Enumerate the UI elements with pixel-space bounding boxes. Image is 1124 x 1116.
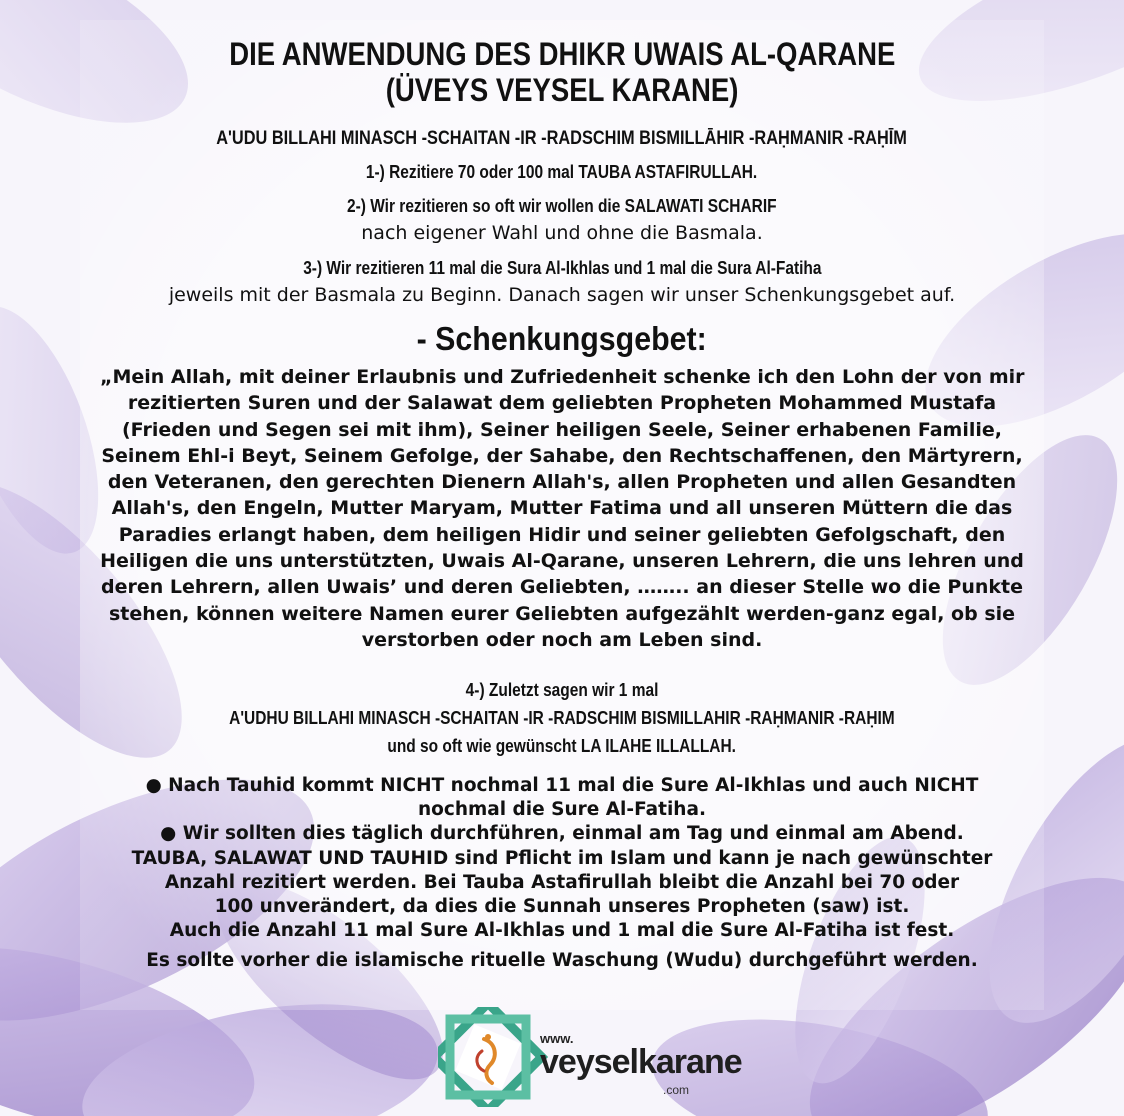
final-note: Es sollte vorher die islamische rituelle Waschung (Wudu) durchgeführt werden. xyxy=(146,950,978,972)
prayer-line: Paradies erlangt haben, dem heiligen Hidir und seiner geliebten Gefolgschaft, den xyxy=(118,523,1006,546)
note-line: 100 unverändert, da dies die Sunnah unseres Propheten (saw) ist. xyxy=(214,896,910,918)
note-line: nochmal die Sure Al-Fatiha. xyxy=(418,799,706,821)
note-line: Auch die Anzahl 11 mal Sure Al-Ikhlas und 1 mal die Sure Al-Fatiha ist fest. xyxy=(169,920,955,942)
step-2-detail: nach eigener Wahl und ohne die Basmala. xyxy=(361,222,763,244)
step-4: 4-) Zuletzt sagen wir 1 mal xyxy=(465,680,659,700)
title-line-2: (ÜVEYS VEYSEL KARANE) xyxy=(385,72,739,108)
step-3-detail: jeweils mit der Basmala zu Beginn. Danach sagen wir unser Schenkungsgebet auf. xyxy=(168,284,956,306)
prayer-line: den Veteranen, den gerechten Dienern Allah's, allen Propheten und allen Gesandten xyxy=(107,471,1017,494)
prayer-line: stehen, können weitere Namen eurer Geliebten aufgezählt werden-ganz egal, ob sie xyxy=(108,602,1016,625)
step-4-tauhid: und so oft wie gewünscht LA ILAHE ILLALLAH. xyxy=(387,736,737,756)
prayer-heading: - Schenkungsgebet: xyxy=(416,320,708,357)
step-4-invocation: A'UDHU BILLAHI MINASCH -SCHAITAN -IR -RADSCHIM BISMILLAHIR -RAḤMANIR -RAḤIM xyxy=(229,708,895,728)
title-line-1: DIE ANWENDUNG DES DHIKR UWAIS AL-QARANE xyxy=(228,36,896,72)
logo-www: www. xyxy=(540,1031,574,1046)
logo-tld: .com xyxy=(663,1083,690,1097)
prayer-line: „Mein Allah, mit deiner Erlaubnis und Zufriedenheit schenke ich den Lohn der von mir xyxy=(100,366,1025,388)
step-2: 2-) Wir rezitieren so oft wir wollen die SALAWATI SCHARIF xyxy=(347,196,777,216)
prayer-line: rezitierten Suren und der Salawat dem geliebten Propheten Mohammed Mustafa xyxy=(127,392,997,415)
note-line: ● Nach Tauhid kommt NICHT nochmal 11 mal die Sure Al-Ikhlas und auch NICHT xyxy=(145,775,979,796)
prayer-line: Heiligen die uns unterstützten, Uwais Al-Qarane, unseren Lehrern, die uns lehren und xyxy=(100,550,1024,573)
logo-wordmark xyxy=(540,1031,742,1097)
prayer-line: Seinem Ehl-i Beyt, Seinem Gefolge, der Sahabe, den Rechtschaffenen, den Märtyrern, xyxy=(101,444,1023,467)
prayer-line: verstorben oder noch am Leben sind. xyxy=(361,628,763,651)
prayer-line: (Frieden und Segen sei mit ihm), Seiner heiligen Seele, Seiner erhabenen Familie, xyxy=(122,418,1002,441)
step-3: 3-) Wir rezitieren 11 mal die Sura Al-Ikhlas und 1 mal die Sura Al-Fatiha xyxy=(302,258,822,278)
prayer-text xyxy=(100,364,1024,653)
logo-site-name: veyselkarane xyxy=(540,1043,742,1081)
invocation-line: A'UDU BILLAHI MINASCH -SCHAITAN -IR -RADSCHIM BISMILLĀHIR -RAḤMANIR -RAḤĪM xyxy=(216,128,908,149)
note-line: TAUBA, SALAWAT UND TAUHID sind Pflicht im Islam und kann je nach gewünschter xyxy=(131,847,993,869)
notes-block xyxy=(60,774,1064,974)
step-1: 1-) Rezitiere 70 oder 100 mal TAUBA ASTAFIRULLAH. xyxy=(366,162,758,182)
note-line: ● Wir sollten dies täglich durchführen, einmal am Tag und einmal am Abend. xyxy=(160,823,964,845)
note-line: Anzahl rezitiert werden. Bei Tauba Astafirullah bleibt die Anzahl bei 70 oder xyxy=(164,871,960,893)
prayer-line: Allah's, den Engeln, Mutter Maryam, Mutter Fatima und all unseren Müttern die das xyxy=(111,497,1013,520)
prayer-line: deren Lehrern, allen Uwais’ und deren Geliebten, …….. an dieser Stelle wo die Punkte xyxy=(101,576,1023,599)
